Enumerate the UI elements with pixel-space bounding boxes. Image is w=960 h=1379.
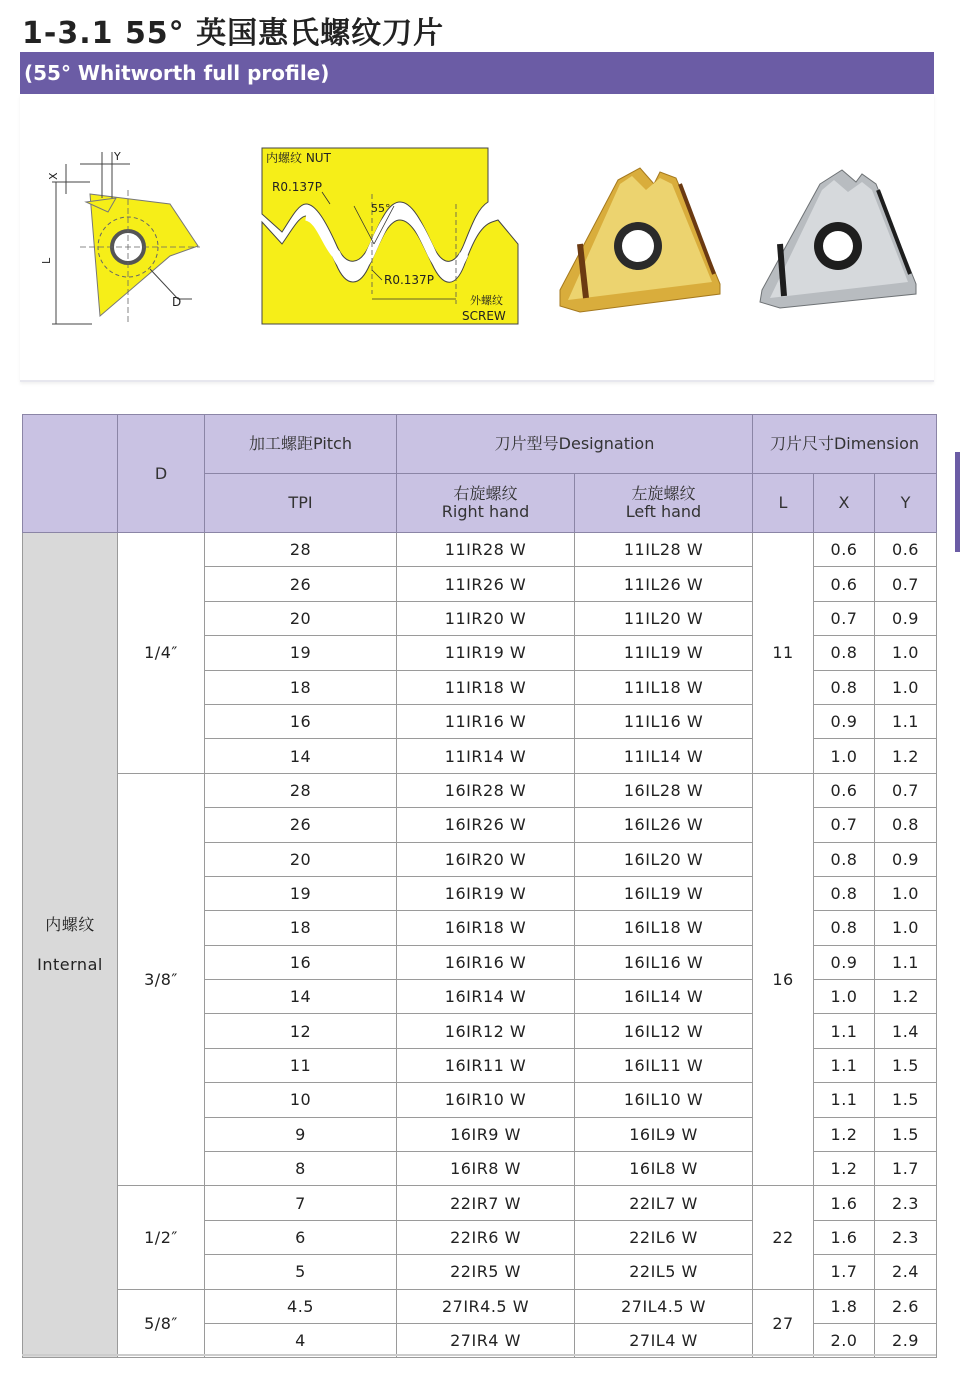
x-cell: 1.6 [814,1186,875,1220]
label-x: X [47,172,60,180]
left-hand-cell: 11IL20 W [575,601,753,635]
length-cell: 22 [753,1186,814,1289]
right-hand-cell: 11IR26 W [397,567,575,601]
right-hand-cell: 11IR16 W [397,704,575,738]
right-hand-cell: 16IR16 W [397,945,575,979]
right-hand-cell: 11IR28 W [397,533,575,567]
right-hand-cell: 16IR18 W [397,911,575,945]
x-cell: 1.1 [814,1048,875,1082]
table-row [23,533,937,567]
right-hand-cell: 11IR20 W [397,601,575,635]
diameter-cell: 3/8″ [118,773,205,1186]
x-cell: 2.0 [814,1323,875,1357]
insert-dimension-drawing [40,150,200,324]
tpi-cell: 28 [205,773,397,807]
silver-insert-image [760,170,916,308]
left-hand-cell: 16IL14 W [575,980,753,1014]
tpi-cell: 18 [205,911,397,945]
diameter-cell: 1/2″ [118,1186,205,1289]
insert-diagrams [20,94,934,380]
x-cell: 0.7 [814,601,875,635]
tpi-cell: 10 [205,1083,397,1117]
y-cell: 1.0 [875,911,937,945]
x-cell: 0.9 [814,945,875,979]
tpi-cell: 14 [205,980,397,1014]
x-cell: 1.8 [814,1289,875,1323]
y-cell: 2.3 [875,1186,937,1220]
x-cell: 0.7 [814,808,875,842]
tpi-cell: 14 [205,739,397,773]
left-hand-cell: 16IL20 W [575,842,753,876]
x-cell: 0.8 [814,670,875,704]
header-category [23,415,118,533]
x-cell: 1.1 [814,1083,875,1117]
right-hand-cell: 22IR6 W [397,1220,575,1254]
tpi-cell: 28 [205,533,397,567]
left-hand-cell: 16IL28 W [575,773,753,807]
y-cell: 0.9 [875,601,937,635]
x-cell: 0.6 [814,533,875,567]
tpi-cell: 6 [205,1220,397,1254]
right-hand-cell: 16IR12 W [397,1014,575,1048]
gold-insert-image [560,168,720,312]
thread-profile-drawing [262,148,518,324]
table-row [23,773,937,807]
left-hand-cell: 16IL9 W [575,1117,753,1151]
y-cell: 1.5 [875,1048,937,1082]
tpi-cell: 18 [205,670,397,704]
right-hand-cell: 16IR8 W [397,1152,575,1186]
right-hand-cell: 16IR28 W [397,773,575,807]
label-nut: 内螺纹 NUT [266,151,331,165]
header-x: X [814,474,875,533]
left-hand-cell: 27IL4.5 W [575,1289,753,1323]
right-hand-cell: 16IR20 W [397,842,575,876]
silver-insert-hole [823,231,853,261]
right-hand-cell: 16IR26 W [397,808,575,842]
x-cell: 1.2 [814,1152,875,1186]
bottom-divider [22,1354,936,1356]
left-hand-cell: 16IL16 W [575,945,753,979]
right-hand-cell: 11IR14 W [397,739,575,773]
label-screw-en: SCREW [462,309,506,323]
y-cell: 2.9 [875,1323,937,1357]
label-angle: 55° [371,202,391,215]
tpi-cell: 5 [205,1255,397,1289]
diameter-cell: 5/8″ [118,1289,205,1358]
y-cell: 0.7 [875,567,937,601]
right-hand-cell: 11IR18 W [397,670,575,704]
right-hand-cell: 11IR19 W [397,636,575,670]
spec-table [22,414,937,1358]
y-cell: 1.4 [875,1014,937,1048]
left-hand-cell: 11IL28 W [575,533,753,567]
table-row [23,1289,937,1323]
x-cell: 0.8 [814,911,875,945]
right-hand-cell: 22IR7 W [397,1186,575,1220]
x-cell: 0.9 [814,704,875,738]
y-cell: 1.2 [875,980,937,1014]
left-hand-cell: 11IL16 W [575,704,753,738]
left-hand-cell: 22IL5 W [575,1255,753,1289]
x-cell: 1.0 [814,739,875,773]
tpi-cell: 16 [205,945,397,979]
right-hand-cell: 16IR14 W [397,980,575,1014]
length-cell: 11 [753,533,814,774]
right-hand-cell: 16IR9 W [397,1117,575,1151]
left-hand-cell: 16IL11 W [575,1048,753,1082]
y-cell: 1.7 [875,1152,937,1186]
x-cell: 1.7 [814,1255,875,1289]
label-screw-cn: 外螺纹 [470,294,503,307]
header-l: L [753,474,814,533]
left-hand-cell: 11IL14 W [575,739,753,773]
edge-marker [955,452,960,552]
header-left-en: Left hand [625,502,702,521]
x-cell: 0.6 [814,567,875,601]
left-hand-cell: 11IL19 W [575,636,753,670]
header-dimension: 刀片尺寸Dimension [753,415,937,474]
y-cell: 2.3 [875,1220,937,1254]
section-number: 1-3.1 [22,16,114,51]
left-hand-cell: 16IL12 W [575,1014,753,1048]
x-cell: 1.2 [814,1117,875,1151]
tpi-cell: 12 [205,1014,397,1048]
y-cell: 0.7 [875,773,937,807]
header-left-hand [575,474,753,533]
label-r-bottom: R0.137P [384,273,434,287]
right-hand-cell: 16IR19 W [397,876,575,910]
header-right-hand [397,474,575,533]
y-cell: 1.5 [875,1117,937,1151]
y-cell: 0.6 [875,533,937,567]
y-cell: 0.8 [875,808,937,842]
header-left-cn: 左旋螺纹 [631,484,696,503]
y-cell: 1.1 [875,704,937,738]
left-hand-cell: 22IL6 W [575,1220,753,1254]
silver-insert-stripe-1 [780,244,784,296]
y-cell: 1.0 [875,876,937,910]
tpi-cell: 8 [205,1152,397,1186]
diameter-cell: 1/4″ [118,533,205,774]
spec-table-body [23,533,937,1358]
tpi-cell: 9 [205,1117,397,1151]
tpi-cell: 16 [205,704,397,738]
section-title: 55° 英国惠氏螺纹刀片 [124,16,445,51]
tpi-cell: 26 [205,808,397,842]
right-hand-cell: 22IR5 W [397,1255,575,1289]
tpi-cell: 4.5 [205,1289,397,1323]
tpi-cell: 26 [205,567,397,601]
y-cell: 1.5 [875,1083,937,1117]
label-y: Y [114,150,121,163]
left-hand-cell: 11IL26 W [575,567,753,601]
figure-panel [20,94,934,382]
table-row [23,1186,937,1220]
header-pitch: 加工螺距Pitch [205,415,397,474]
left-hand-cell: 16IL26 W [575,808,753,842]
tpi-cell: 19 [205,636,397,670]
left-hand-cell: 22IL7 W [575,1186,753,1220]
left-hand-cell: 16IL8 W [575,1152,753,1186]
tpi-cell: 20 [205,601,397,635]
y-cell: 0.9 [875,842,937,876]
length-cell: 27 [753,1289,814,1358]
y-cell: 2.4 [875,1255,937,1289]
header-d: D [118,415,205,533]
category-en: Internal [37,955,103,975]
x-cell: 0.8 [814,842,875,876]
category-cell [23,533,118,1358]
page-title [22,8,444,52]
header-designation: 刀片型号Designation [397,415,753,474]
label-r-top: R0.137P [272,180,322,194]
right-hand-cell: 27IR4.5 W [397,1289,575,1323]
tpi-cell: 4 [205,1323,397,1357]
x-cell: 0.6 [814,773,875,807]
header-tpi: TPI [205,474,397,533]
label-d: D [172,295,182,309]
y-cell: 2.6 [875,1289,937,1323]
y-cell: 1.0 [875,636,937,670]
subtitle-band: (55° Whitworth full profile) [20,52,934,94]
length-cell: 16 [753,773,814,1186]
x-cell: 0.8 [814,636,875,670]
tpi-cell: 20 [205,842,397,876]
gold-insert-hole [622,230,654,262]
header-right-en: Right hand [441,502,530,521]
left-hand-cell: 16IL18 W [575,911,753,945]
header-y: Y [875,474,937,533]
x-cell: 1.0 [814,980,875,1014]
y-cell: 1.2 [875,739,937,773]
right-hand-cell: 16IR11 W [397,1048,575,1082]
left-hand-cell: 27IL4 W [575,1323,753,1357]
header-right-cn: 右旋螺纹 [453,484,518,503]
right-hand-cell: 27IR4 W [397,1323,575,1357]
tpi-cell: 11 [205,1048,397,1082]
right-hand-cell: 16IR10 W [397,1083,575,1117]
y-cell: 1.1 [875,945,937,979]
x-cell: 1.1 [814,1014,875,1048]
screw-profile [262,216,518,324]
x-cell: 0.8 [814,876,875,910]
x-cell: 1.6 [814,1220,875,1254]
category-cn: 内螺纹 [45,915,95,935]
left-hand-cell: 11IL18 W [575,670,753,704]
tpi-cell: 7 [205,1186,397,1220]
left-hand-cell: 16IL10 W [575,1083,753,1117]
label-l: L [40,257,53,264]
tpi-cell: 19 [205,876,397,910]
y-cell: 1.0 [875,670,937,704]
left-hand-cell: 16IL19 W [575,876,753,910]
